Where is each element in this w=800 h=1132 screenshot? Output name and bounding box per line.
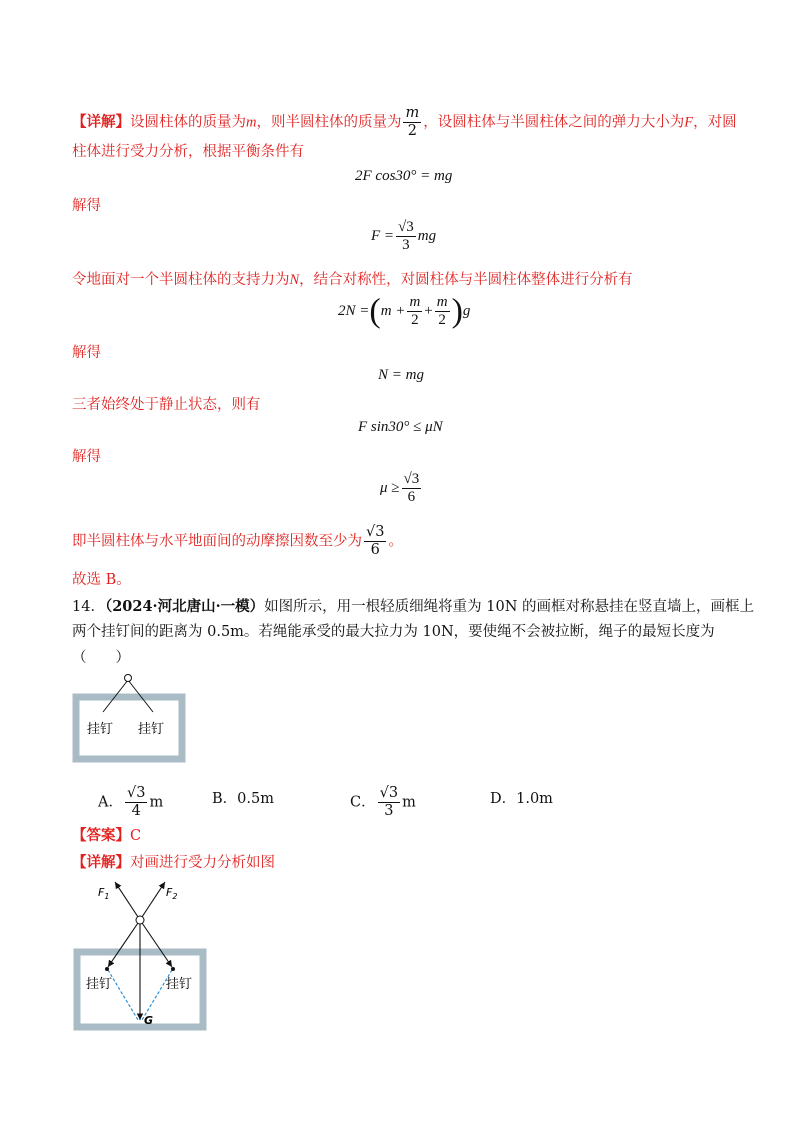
- center-ring: [136, 916, 144, 924]
- nail-label-right: 挂钉: [166, 977, 193, 992]
- nail-left-dot: [105, 967, 109, 971]
- option-a[interactable]: A． $\frac{√3}{4}$ m: [98, 785, 164, 819]
- solution-line-4: 三者始终处于静止状态，则有: [72, 397, 261, 413]
- nail-right-dot: [171, 967, 175, 971]
- solution-line-3: 令地面对一个半圆柱体的支持力为N，结合对称性，对圆柱体与半圆柱体整体进行分析有: [72, 272, 633, 288]
- force-diagram: [70, 870, 210, 1035]
- nail-label-left: 挂钉: [87, 722, 114, 737]
- picture-frame-figure: [70, 670, 190, 770]
- equation-5: F sin30° ≤ μN: [358, 419, 443, 435]
- answer-line: 【答案】C: [72, 827, 142, 844]
- equation-1: 2F cos30° = mg: [355, 168, 453, 184]
- nail-label-right: 挂钉: [138, 722, 165, 737]
- label-f1: $F_1$: [98, 886, 110, 901]
- force-f1-arrow: [115, 882, 140, 920]
- detail-line: 【详解】对画进行受力分析如图: [72, 854, 275, 871]
- label-g: G: [144, 1014, 154, 1027]
- equation-3: 2N =(m + $\frac{m}{2}$ + $\frac{m}{2}$ )g: [338, 292, 471, 330]
- option-b[interactable]: B．0.5m: [212, 791, 274, 807]
- equation-2: F = $\frac{√3}{3}$ mg: [371, 219, 437, 253]
- conclusion: 故选 B。: [72, 572, 131, 588]
- question-14-blank: （ ）: [72, 650, 130, 666]
- solve-label-3: 解得: [72, 449, 101, 465]
- question-14-line-1: 14．（2024·河北唐山·一模）如图所示，用一根轻质细绳将重为 10N 的画框对称悬挂在竖直墙上，画框上: [72, 598, 755, 615]
- solve-label-1: 解得: [72, 198, 101, 214]
- label-f2: $F_2$: [166, 886, 178, 901]
- rope-right-arrow: [140, 920, 172, 967]
- solution-tag: 【详解】: [72, 113, 130, 131]
- option-c[interactable]: C． $\frac{√3}{3}$ m: [350, 785, 416, 819]
- solution-line-1: 【详解】设圆柱体的质量为m，则半圆柱体的质量为 $\frac{m}{2}$ ，设圆柱体与半圆柱体之间的弹力大小为F，对圆: [72, 105, 737, 139]
- equation-4: N = mg: [378, 367, 424, 383]
- option-d[interactable]: D．1.0m: [490, 791, 553, 807]
- force-f2-arrow: [140, 882, 165, 920]
- hanging-nail-ring: [125, 675, 132, 682]
- solution-line-5: 即半圆柱体与水平地面间的动摩擦因数至少为 $\frac{√3}{6}$ 。: [72, 524, 403, 558]
- rope-left-arrow: [108, 920, 140, 967]
- half-mass-fraction: $\frac{m}{2}$: [405, 105, 420, 139]
- solve-label-2: 解得: [72, 345, 101, 361]
- question-14-line-2: 两个挂钉间的距离为 0.5m。若绳能承受的最大拉力为 10N，要使绳不会被拉断，绳子的最短长度为: [72, 624, 715, 640]
- nail-label-left: 挂钉: [86, 977, 113, 992]
- equation-6: μ ≥ $\frac{√3}{6}$: [380, 471, 420, 505]
- dashed-left: [108, 970, 138, 1020]
- solution-line-2: 柱体进行受力分析，根据平衡条件有: [72, 144, 304, 160]
